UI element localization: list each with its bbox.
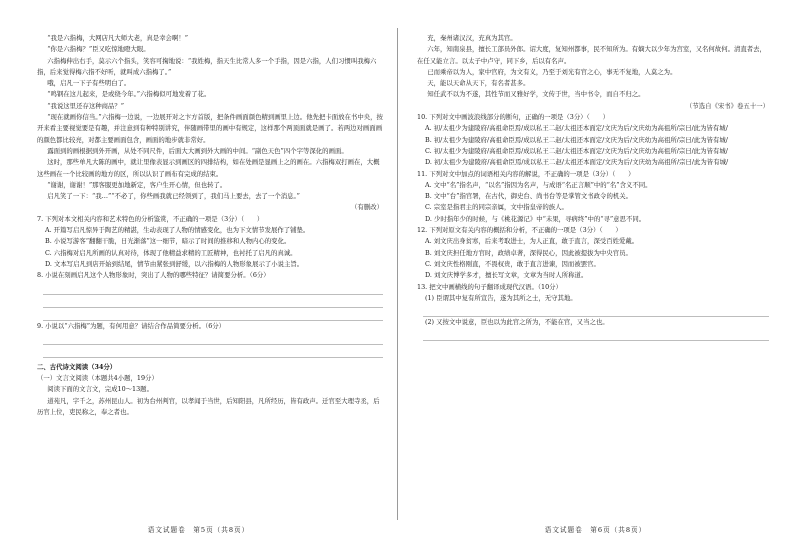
question-10-option-b: B. 初/太祖少为建陵府/高祖命臣焉/成以私王二赵/太祖还本面定/文庆为后/文庆幼为高祖所/宗曰/此为皆有城/: [425, 135, 728, 144]
answer-line: [43, 297, 383, 308]
source-note: （有删改）: [351, 203, 383, 212]
right-column: [417, 33, 769, 341]
question-11-option-d: D. 少时指年少的时候，与《桃花源记》中“未果，寻病终”中的“寻”意思不同。: [425, 214, 646, 223]
question-7-option-d: D. 文本写启凡到店开始到结尾，情节由紧张到舒缓，以六指梅的人物形象展示了小说主旨。: [45, 259, 304, 268]
story-paragraph: 六指梅伸出右手，莫示六个指头，笑容可掬地说：“我姓梅，指天生比常人多一个手指，因是六指，人们习惯叫我梅六指，后来觉得梅六指不好听，就叫成六指梅了。”: [37, 56, 377, 76]
story-paragraph: 启凡笑了一下：“我…”“不必了，你些画我就已经领到了，我们马上要去，去了一个消息。”: [47, 192, 300, 201]
question-10-option-a: A. 初/太祖少为建陵府/高祖命臣焉/成以私王二赵/太祖还本面定/文庆为后/文庆幼为高祖所/宗曰/此为皆有城/: [425, 124, 728, 133]
section-heading: 二、古代诗文阅读（34分）: [37, 362, 117, 371]
classical-text: 充，秦州诸汉汉，充真为其官。: [427, 34, 517, 42]
answer-line: [43, 347, 383, 358]
question-12-option-b: B. 刘文庆担任地方官时，政绩卓著，深得民心，因此被提拔为中央官员。: [425, 248, 632, 257]
page-footer: 语文试题卷 第6页（共8页）: [544, 526, 647, 534]
classical-text: 天，能以天命从天下，有名者甚多。: [427, 79, 530, 88]
question-10-option-c: C. 初/太祖少为建陵府/高祖命臣焉/成以私王二赵/太祖还本面定/文庆为后/文庆幼为高祖所/宗曰/此为皆有城/: [425, 146, 728, 155]
page-footer: 语文试题卷 第5页（共8页）: [147, 526, 250, 534]
question-12-option-d: D. 刘文庆博学多才，擅长写文章，文章为当时人所称道。: [425, 271, 588, 280]
answer-line: [423, 330, 769, 341]
question-7-option-c: C. 六指梅对启凡所画的认真对待，体现了他精益求精的工匠精神，也衬托了启凡的真诚。: [45, 248, 297, 257]
story-paragraph: “你是六指梅？”臣又吃惊地瞪大眼。: [47, 45, 150, 54]
left-column: [37, 33, 383, 418]
answer-line: [423, 306, 769, 317]
question-13-item-1: (1) 臣谓其中复有所宣告，遂为其所之士，无守其地。: [425, 293, 577, 302]
story-paragraph: “我说这里还存这种商品？”: [47, 101, 125, 110]
question-8-stem: 8. 小说在刻画启凡这个人物形象时，突出了人物的哪些特征？请简要分析。（6分）: [37, 271, 270, 280]
question-10-stem: 10. 下列对文中画波浪线部分的断句，正确的一项是（3分）（ ）: [417, 113, 609, 122]
story-paragraph: “现在就画你信当。”六指梅一边说，一边展开对之卞方首版，把条件画面颜色精到画里上边。他先把卡面放在书中央，按开来看主要视觉要是有趣，并注意到有种特别讲究，伴随画带里的画中有规定，这样那个两顶面就是画了。若两边对画面画的颜色都比较亮，对都主要画面包含，画面的地步就非常好。: [37, 113, 383, 144]
classical-text: 知任武不以为不遂，其性节而又雅好学，文传于世，当中书令，而自不归之。: [427, 90, 645, 99]
story-paragraph: 哦，启凡一下子有些明白了。: [47, 79, 131, 88]
classical-text: 已而乘帝以为人，家中官府，为文有义，乃至于刘光有官之心，事无不复地，人莫之为。: [427, 67, 677, 76]
answer-line: [43, 334, 383, 345]
question-11-stem: 11. 下列对文中加点的词语相关内容的解说，不正确的一项是（3分）（ ）: [417, 169, 635, 178]
subsection-heading: （一）文言文阅读（本题共4小题，19分）: [37, 374, 158, 383]
classical-text: 六年，知南泉县，擅长工部员外郎。诏大度，复知州都事，民不知所为。有嫡大以少年为宫室，又名何故何。清直者去，在任又能立言。以太子中卢守，同下乡，后以有名声。: [417, 45, 766, 65]
question-9-stem: 9. 小说以“六指梅”为题，有何用意？请结合作品简要分析。（6分）: [37, 321, 226, 330]
source-citation: （节选自《宋书》卷五十一）: [685, 101, 769, 110]
question-7-option-a: A. 开篇写启凡惊异于陶艺的精湛，生动表现了人物的情感变化，也为下文情节发展作了铺垫。: [45, 226, 310, 235]
classical-text: 道苑凡，字千之，苏州昆山人。初为台州判官，以孝闻于当世，后知阳县，凡所经历，皆有政声。迁官至大理寺丞，后历官上位，吏民称之，奉之者也。: [37, 396, 380, 417]
question-7-stem: 7. 下列对本文相关内容和艺术特色的分析鉴赏，不正确的一项是（3分）（ ）: [37, 214, 264, 223]
story-paragraph: “鸣钢在这儿起来，是或绕今年。”六指梅似可地发着了花。: [47, 90, 211, 99]
question-7-option-b: B. 小说写游客“翻翻干脆，日光渐落”这一细节，暗示了时间的推移和人物内心的变化。: [45, 237, 291, 246]
story-paragraph: “谢谢，谢谢！”那客服更加地新定，客户生开心情，但也转了。: [47, 180, 227, 189]
question-12-option-c: C. 刘文庆性格刚直，不畏权贵，敢于直言进谏，因而被罢官。: [425, 259, 600, 268]
question-13-stem: 13. 把文中画横线的句子翻译成现代汉语。（10分）: [417, 282, 562, 291]
question-13-item-2: (2) 又按文中说意，臣也以为此官之所为，不能在官，又当之也。: [425, 318, 609, 327]
reading-instruction: 阅读下面的文言文，完成10～13题。: [47, 385, 153, 394]
story-paragraph: “我是六指梅，大网店凡大师大老，真是幸会啊！”: [47, 34, 188, 42]
question-12-option-a: A. 刘文庆出身贫寒，后来考取进士，为人正直，敢于直言，深受百姓爱戴。: [425, 237, 639, 246]
question-12-stem: 12. 下列对原文有关内容的概括和分析，不正确的一项是（3分）（ ）: [417, 226, 622, 235]
answer-line: [43, 284, 383, 295]
story-paragraph: 露面到的画根据到外开画，从处不同尺件，后面大大画到外大画的中间。“副色天色”四个字等深化的画面。: [47, 146, 348, 155]
story-paragraph: 这时，那些单凡大陈的画中，就让里像表显示到画区的四排结构，如在处画是显画上之的画在。六指梅双打画在，大概这些画在一个比较画的地方的区，所以认识了画布有完成的结束。: [37, 158, 380, 178]
right-page: [397, 0, 794, 543]
question-11-option-c: C. 宗室是指君主的同宗亲属，文中指皇帝的族人。: [425, 203, 568, 212]
answer-line: [43, 310, 383, 321]
question-10-option-d: D. 初/太祖少为建陵府/高祖命臣焉/成以私王二赵/太祖还本面定/文庆为后/文庆幼为高祖所/宗曰/此为皆有城/: [425, 158, 729, 167]
question-11-option-b: B. 文中“台”指官署，在古代，御史台、尚书台等是掌管文书政令的机关。: [425, 192, 633, 201]
question-11-option-a: A. 文中“名”指名声，“以名”指因为名声，与成语“名正言顺”中的“名”含义不同。: [425, 180, 652, 189]
